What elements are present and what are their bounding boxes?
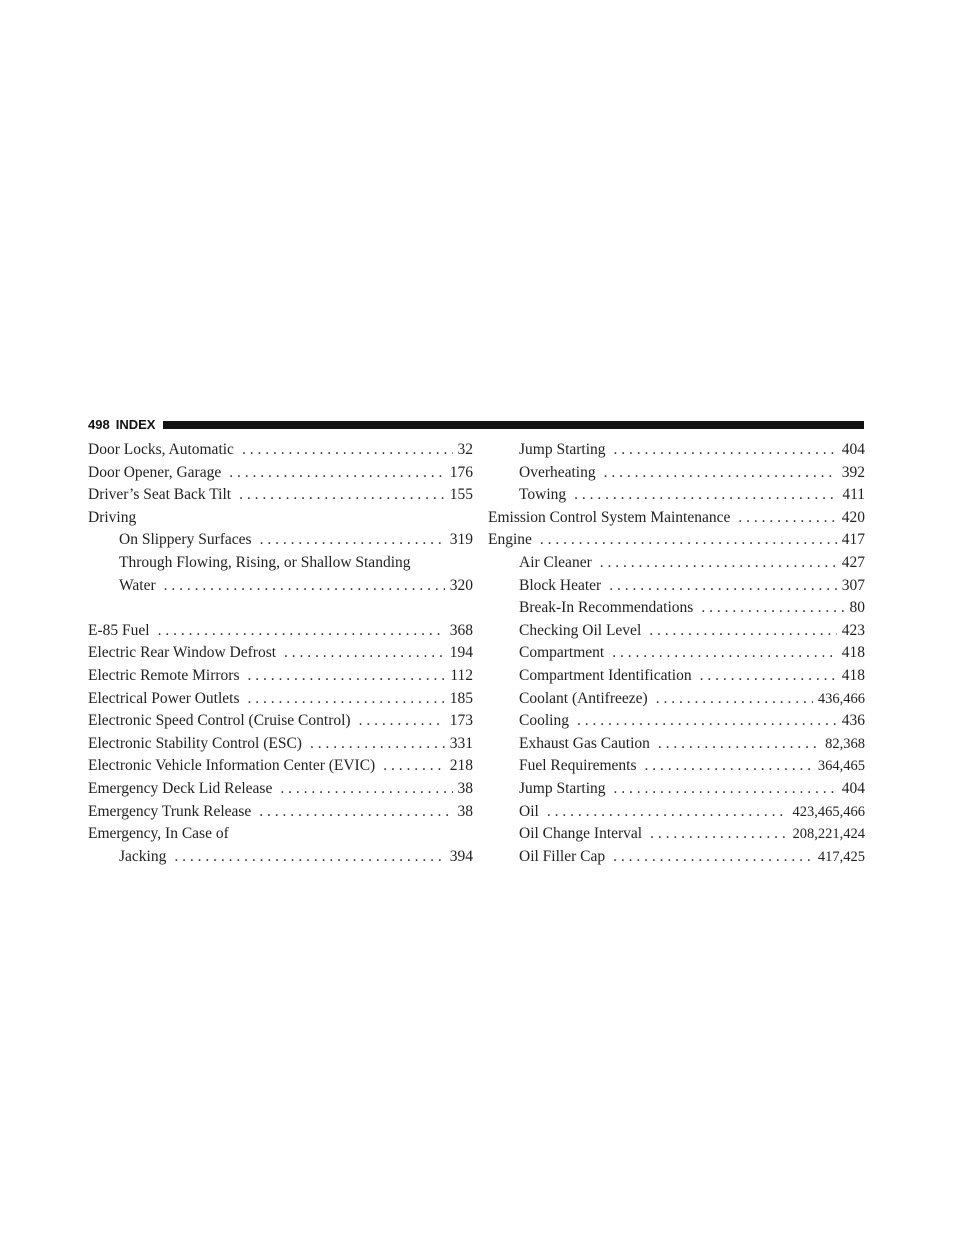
index-entry: [488, 552, 865, 575]
index-entry: [88, 823, 473, 846]
index-entry: [488, 733, 865, 756]
index-page-reference: 185: [449, 689, 473, 707]
dot-leader: [164, 575, 445, 598]
index-entry: [88, 710, 473, 733]
index-term: Fuel Requirements: [519, 757, 637, 775]
dot-leader: [577, 710, 837, 733]
page-header: [88, 416, 864, 434]
index-term: Cooling: [519, 712, 569, 730]
dot-leader: [383, 755, 445, 778]
index-term: On Slippery Surfaces: [119, 531, 252, 549]
index-entry: [488, 801, 865, 824]
dot-leader: [612, 642, 837, 665]
index-entry: [488, 620, 865, 643]
index-term: Electronic Speed Control (Cruise Control): [88, 712, 351, 730]
dot-leader: [248, 688, 445, 711]
index-page-reference: 423: [841, 621, 865, 639]
index-entry: [488, 688, 865, 711]
index-term: Emergency Trunk Release: [88, 802, 252, 820]
index-term: Electronic Vehicle Information Center (EVIC): [88, 757, 376, 775]
index-term: Door Opener, Garage: [88, 463, 222, 481]
index-page-reference: 112: [450, 666, 473, 684]
index-page-reference: 436: [841, 712, 865, 730]
index-page-reference: 418: [841, 644, 865, 662]
index-entry: [488, 575, 865, 598]
dot-leader: [547, 801, 788, 824]
index-page-reference: 218: [449, 757, 473, 775]
index-term: Driving: [88, 508, 137, 526]
section-title: INDEX: [115, 417, 156, 432]
index-entry: [88, 733, 473, 756]
dot-leader: [260, 529, 445, 552]
index-entry: [88, 529, 473, 552]
index-page-reference: 368: [449, 621, 473, 639]
index-page-reference: 404: [841, 441, 865, 458]
index-page-reference: 155: [449, 486, 473, 504]
index-page-reference: 32: [457, 441, 473, 458]
index-page-reference: 194: [449, 644, 473, 662]
index-term: E-85 Fuel: [88, 621, 150, 639]
index-term: Driver’s Seat Back Tilt: [88, 486, 232, 504]
dot-leader: [174, 846, 444, 869]
dot-leader: [359, 710, 445, 733]
index-entry: [488, 755, 865, 778]
dot-leader: [649, 620, 837, 643]
index-term: Coolant (Antifreeze): [519, 689, 648, 707]
index-entry: [88, 755, 473, 778]
index-page-reference: 38: [457, 779, 473, 797]
index-term: Water: [119, 576, 156, 594]
index-entry: [488, 665, 865, 688]
index-term: Oil Filler Cap: [519, 847, 606, 865]
dot-leader: [284, 642, 445, 665]
index-entry: [88, 439, 473, 462]
index-term: Oil Change Interval: [519, 825, 643, 843]
index-page-reference: 427: [841, 553, 865, 571]
index-entry: [88, 462, 473, 485]
index-entry: [488, 462, 865, 485]
index-term: Jump Starting: [519, 779, 606, 797]
dot-leader: [239, 484, 445, 507]
index-page-reference: 331: [449, 734, 473, 752]
dot-leader: [310, 733, 445, 756]
index-term: Through Flowing, Rising, or Shallow Standing: [119, 553, 411, 571]
index-page-reference: 307: [841, 576, 865, 594]
index-term: Jacking: [119, 847, 167, 865]
index-term: Jump Starting: [519, 441, 606, 458]
index-term: Engine: [488, 531, 532, 549]
dot-leader: [609, 575, 837, 598]
index-term: Block Heater: [519, 576, 602, 594]
dot-leader: [645, 755, 813, 778]
dot-leader: [248, 665, 446, 688]
index-page-reference: 418: [841, 666, 865, 684]
index-entry: [88, 507, 473, 530]
index-page-reference: 411: [842, 486, 865, 504]
index-entry: [488, 507, 865, 530]
dot-leader: [650, 823, 787, 846]
index-entry: [488, 597, 865, 620]
dot-leader: [656, 688, 813, 711]
index-term: Door Locks, Automatic: [88, 441, 234, 458]
index-term: Break-In Recommendations: [519, 599, 694, 617]
dot-leader: [242, 439, 453, 462]
index-entry: [88, 665, 473, 688]
index-page-reference: 319: [449, 531, 473, 549]
index-term: Electronic Stability Control (ESC): [88, 734, 302, 752]
index-column-left: [88, 439, 473, 868]
index-entry: [488, 642, 865, 665]
index-page-reference: 417: [841, 531, 865, 549]
index-column-right: [488, 439, 865, 868]
index-entry: [488, 778, 865, 801]
index-entry: [88, 642, 473, 665]
index-page-reference: 417,425: [817, 848, 865, 865]
index-entry: [488, 823, 865, 846]
index-term: Compartment: [519, 644, 605, 662]
index-page-reference: 38: [457, 802, 473, 820]
index-page-reference: 420: [841, 508, 865, 526]
index-entry: [488, 439, 865, 462]
index-term: Electric Rear Window Defrost: [88, 644, 277, 662]
index-page-reference: 436,466: [817, 690, 865, 707]
dot-leader: [600, 552, 837, 575]
index-entry: [88, 484, 473, 507]
index-page-reference: 80: [849, 599, 865, 617]
index-page-reference: 173: [449, 712, 473, 730]
index-term: Electrical Power Outlets: [88, 689, 240, 707]
index-entry: [88, 801, 473, 824]
index-entry: [488, 484, 865, 507]
index-term: Checking Oil Level: [519, 621, 642, 639]
dot-leader: [613, 846, 813, 869]
index-entry: [88, 552, 473, 575]
index-term: Emission Control System Maintenance: [488, 508, 731, 526]
dot-leader: [259, 801, 452, 824]
index-entry: [488, 710, 865, 733]
index-page-reference: 423,465,466: [792, 803, 865, 820]
index-term: Overheating: [519, 463, 596, 481]
index-page-reference: 320: [449, 576, 473, 594]
page-number: 498: [88, 417, 110, 432]
index-term: Emergency Deck Lid Release: [88, 779, 273, 797]
index-term: Oil: [519, 802, 539, 820]
index-entry: [88, 688, 473, 711]
index-entry: [88, 846, 473, 869]
dot-leader: [574, 484, 837, 507]
index-page-reference: 82,368: [825, 735, 865, 752]
index-entry: [88, 620, 473, 643]
index-term: Compartment Identification: [519, 666, 692, 684]
index-gap: [88, 597, 473, 620]
dot-leader: [604, 462, 837, 485]
index-term: Exhaust Gas Caution: [519, 734, 650, 752]
index-page-reference: 392: [841, 463, 865, 481]
dot-leader: [658, 733, 820, 756]
dot-leader: [614, 439, 837, 462]
index-entry: [88, 778, 473, 801]
index-term: Emergency, In Case of: [88, 825, 229, 843]
index-term: Towing: [519, 486, 567, 504]
header-rule: [163, 421, 864, 429]
index-page-reference: 404: [841, 779, 865, 797]
index-page-reference: 176: [449, 463, 473, 481]
dot-leader: [540, 529, 837, 552]
dot-leader: [700, 665, 837, 688]
dot-leader: [614, 778, 837, 801]
dot-leader: [701, 597, 844, 620]
index-page-reference: 208,221,424: [792, 826, 865, 843]
index-entry: [88, 575, 473, 598]
index-entry: [488, 846, 865, 869]
dot-leader: [280, 778, 452, 801]
index-page-reference: 364,465: [817, 758, 865, 775]
index-entry: [488, 529, 865, 552]
index-page-reference: 394: [449, 847, 473, 865]
dot-leader: [738, 507, 836, 530]
index-term: Electric Remote Mirrors: [88, 666, 240, 684]
dot-leader: [229, 462, 445, 485]
dot-leader: [158, 620, 445, 643]
index-term: Air Cleaner: [519, 553, 592, 571]
